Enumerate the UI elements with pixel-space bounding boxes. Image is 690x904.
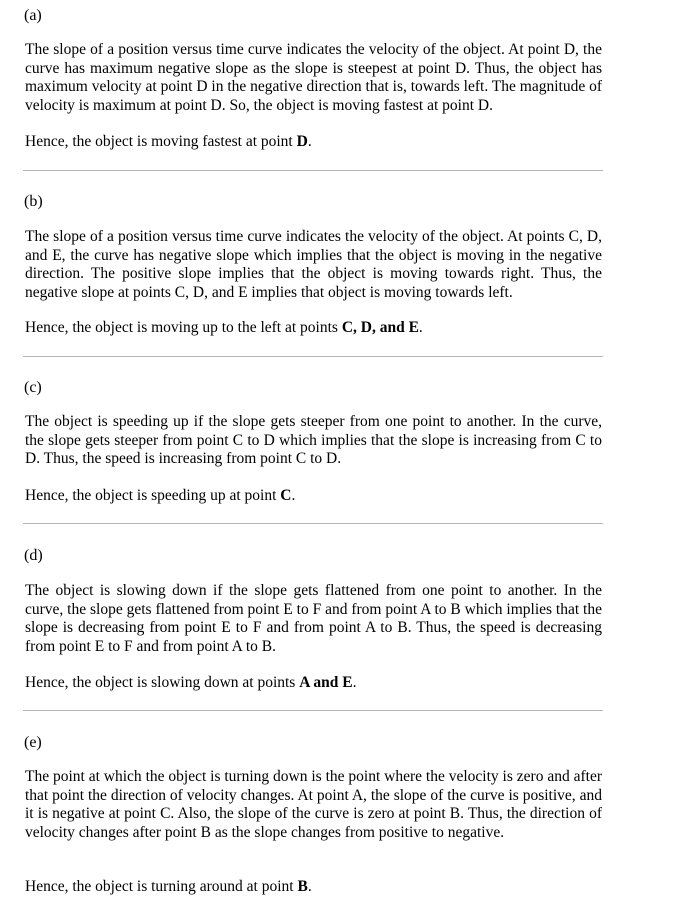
part-e-label: (e) (24, 734, 42, 751)
part-c-conclusion-end: . (291, 487, 296, 504)
part-a-explanation: The slope of a position versus time curve indicates the velocity of the object. At point D, the curve has maximum negative slope as the slope is steepest at point D. Thus, the object has maximum velocity at point D in the negative direction that is, towards left. The magnitude of velocity is maximum at point D. So, the object is moving fastest at point D. (25, 41, 602, 114)
part-b-explanation: The slope of a position versus time curve indicates the velocity of the object. At points C, D, and E, the curve has negative slope which implies that the object is moving in the negative direction. The positive slope implies that the object is moving towards right. Thus, the negative slope at points C, D, and E implies that object is moving towards left. (25, 228, 602, 301)
part-c-answer: C (280, 487, 292, 504)
part-e-conclusion (25, 878, 602, 897)
part-d-conclusion-end: . (352, 674, 357, 691)
part-d-explanation: The object is slowing down if the slope gets flattened from one point to another. In the curve, the slope gets flattened from point E to F and from point A to B which implies that the slope is decreasing from point E to F and from point A to B. Thus, the speed is decreasing from point E to F and from point A to B. (25, 582, 602, 655)
part-e-conclusion-text: Hence, the object is turning around at point (25, 878, 298, 895)
section-divider (23, 356, 603, 357)
part-b-conclusion (25, 319, 602, 338)
part-c-label: (c) (24, 379, 42, 396)
part-a-conclusion-end: . (307, 133, 312, 150)
part-e-explanation: The point at which the object is turning down is the point where the velocity is zero and after that point the direction of velocity changes. At point A, the slope of the curve is positive, and it is negative at point C. Also, the slope of the curve is zero at point B. Thus, the direction of velocity changes after point B as the slope changes from positive to negative. (25, 768, 602, 841)
part-b-conclusion-end: . (418, 319, 423, 336)
part-e-answer: B (297, 878, 308, 895)
part-c-conclusion-text: Hence, the object is speeding up at point (25, 487, 281, 504)
section-divider (23, 710, 603, 711)
part-a-conclusion (25, 133, 602, 152)
part-d-label: (d) (24, 547, 43, 564)
part-c-conclusion (25, 487, 602, 506)
part-a-conclusion-text: Hence, the object is moving fastest at point (25, 133, 297, 150)
part-d-conclusion-text: Hence, the object is slowing down at points (25, 674, 300, 691)
part-b-answer: C, D, and E (341, 319, 419, 336)
part-a-label: (a) (24, 7, 42, 24)
part-d-answer: A and E (299, 674, 353, 691)
part-d-conclusion (25, 674, 602, 693)
section-divider (23, 523, 603, 524)
part-b-conclusion-text: Hence, the object is moving up to the left at points (25, 319, 342, 336)
part-b-label: (b) (24, 193, 43, 210)
part-e-conclusion-end: . (307, 878, 312, 895)
part-a-answer: D (296, 133, 308, 150)
part-c-explanation: The object is speeding up if the slope gets steeper from one point to another. In the curve, the slope gets steeper from point C to D which implies that the slope is increasing from C to D. Thus, the speed is increasing from point C to D. (25, 413, 602, 468)
section-divider (23, 170, 603, 171)
